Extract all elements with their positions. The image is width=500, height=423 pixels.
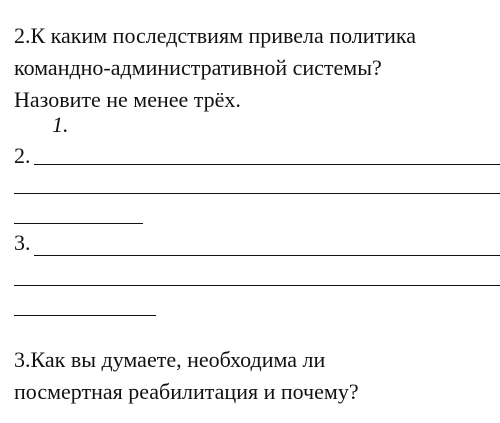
answer-2-blank-line-1[interactable] — [34, 164, 500, 165]
answer-3-blank-line-2[interactable] — [14, 285, 500, 286]
question-3-line-2: посмертная реабилитация и почему? — [14, 379, 359, 404]
answer-item-3-number: 3. — [14, 230, 31, 255]
answer-item-1-number: 1. — [52, 112, 69, 137]
answer-2-blank-line-3[interactable] — [14, 223, 143, 224]
question-3 — [14, 344, 359, 408]
answer-3-blank-line-3[interactable] — [14, 315, 156, 316]
answer-2-blank-line-2[interactable] — [14, 193, 500, 194]
question-3-line-1: 3.Как вы думаете, необходима ли — [14, 347, 326, 372]
answer-item-2-number: 2. — [14, 143, 31, 168]
question-2-line-3: Назовите не менее трёх. — [14, 87, 241, 112]
question-2-line-2: командно-административной системы? — [14, 55, 382, 80]
question-2-line-1: 2.К каким последствиям привела политика — [14, 23, 417, 48]
answer-3-blank-line-1[interactable] — [34, 255, 500, 256]
question-2 — [14, 20, 416, 116]
